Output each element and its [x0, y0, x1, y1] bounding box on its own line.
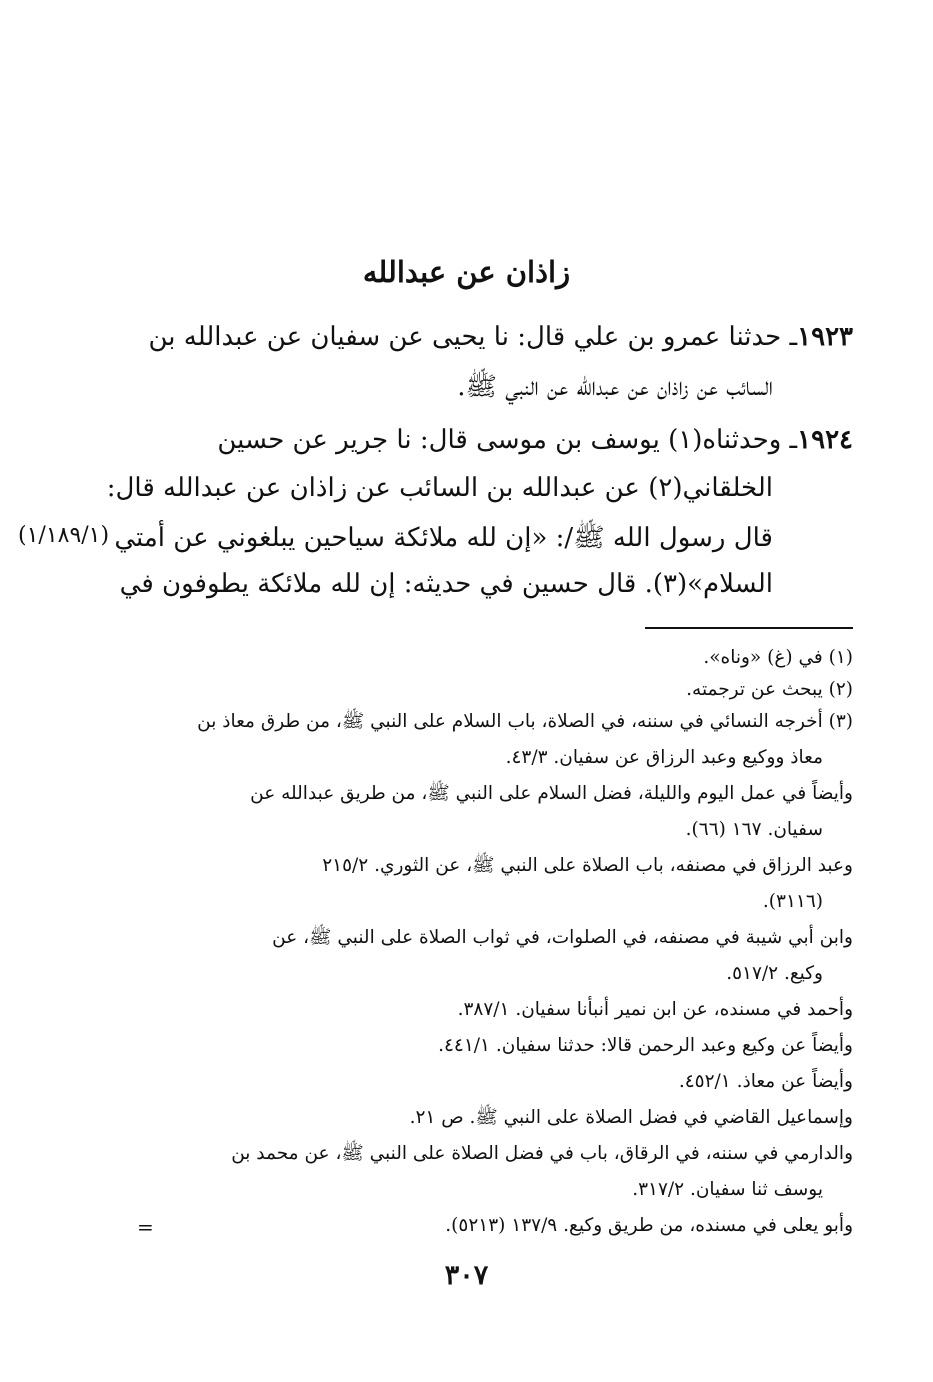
footnote-line: (٢) يبحث عن ترجمته. [686, 679, 853, 700]
hadith-line: السائب عن زاذان عن عبدالله عن النبي ﷺ. [457, 372, 773, 402]
hadith-line [217, 425, 853, 455]
page-number: ٣٠٧ [444, 1260, 489, 1291]
footnote-line: وأبو يعلى في مسنده، من طريق وكيع. ١٣٧/٩ (٥٢١٣). [445, 1215, 853, 1236]
hadith-line [149, 322, 853, 352]
footnote-line: وأيضاً عن وكيع وعبد الرحمن قالا: حدثنا سفيان. ٤٤١/١. [438, 1035, 853, 1056]
footnote-line: وإسماعيل القاضي في فضل الصلاة على النبي ﷺ. ص ٢١. [409, 1107, 853, 1128]
footnote-line: وابن أبي شيبة في مصنفه، في الصلوات، في ثواب الصلاة على النبي ﷺ، عن [272, 927, 853, 948]
hadith-line: الخلقاني(٢) عن عبدالله بن السائب عن زاذان عن عبدالله قال: [106, 473, 773, 503]
footnote-line: وأيضاً في عمل اليوم والليلة، فضل السلام على النبي ﷺ، من طريق عبدالله عن [250, 783, 853, 804]
hadith-number: ١٩٢٣ [797, 322, 853, 352]
hadith-line: السلام»(٣). قال حسين في حديثه: إن لله ملائكة يطوفون في [119, 569, 773, 599]
footnote-separator [645, 627, 853, 629]
hadith-text: ـ وحدثناه(١) يوسف بن موسى قال: نا جرير عن حسين [217, 425, 798, 455]
footnote-line: وكيع. ٥١٧/٢. [726, 963, 823, 984]
margin-manuscript-ref: (١/١٨٩/١) [18, 523, 110, 548]
hadith-line: قال رسول الله ﷺ/: «إن لله ملائكة سياحين يبلغوني عن أمتي [114, 523, 773, 553]
hadith-number: ١٩٢٤ [797, 425, 853, 455]
continuation-mark: = [137, 1215, 154, 1239]
footnote-line: وأحمد في مسنده، عن ابن نمير أنبأنا سفيان. ٣٨٧/١. [457, 999, 853, 1020]
footnote-line: (١) في (غ) «وناه». [703, 647, 853, 668]
section-title: زاذان عن عبدالله [362, 255, 571, 289]
footnote-line: سفيان. ١٦٧ (٦٦). [685, 819, 823, 840]
hadith-text: ـ حدثنا عمرو بن علي قال: نا يحيى عن سفيان عن عبدالله بن [148, 322, 798, 352]
footnote-line: معاذ ووكيع وعبد الرزاق عن سفيان. ٤٣/٣. [505, 747, 823, 768]
footnote-line: والدارمي في سننه، في الرقاق، باب في فضل الصلاة على النبي ﷺ، عن محمد بن [231, 1143, 853, 1164]
footnote-line: يوسف ثنا سفيان. ٣١٧/٢. [632, 1179, 823, 1200]
footnote-line: (٣١١٦). [762, 891, 823, 912]
footnote-line: وعبد الرزاق في مصنفه، باب الصلاة على النبي ﷺ، عن الثوري. ٢١٥/٢ [322, 855, 853, 876]
footnote-line: (٣) أخرجه النسائي في سننه، في الصلاة، باب السلام على النبي ﷺ، من طرق معاذ بن [197, 711, 853, 732]
footnote-line: وأيضاً عن معاذ. ٤٥٢/١. [678, 1071, 853, 1092]
